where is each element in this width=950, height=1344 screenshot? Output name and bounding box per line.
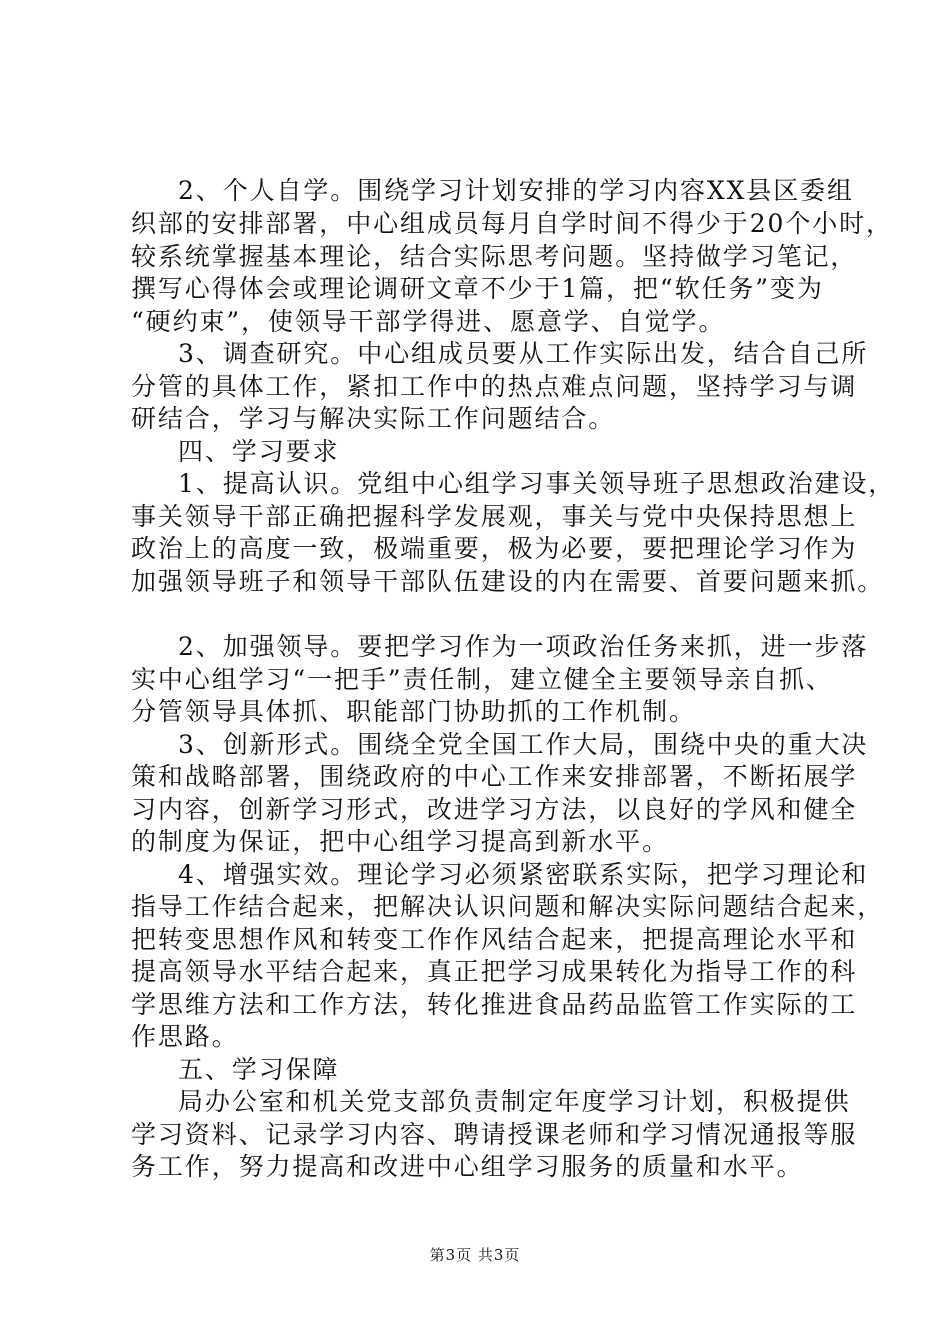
section-heading: 五、学习保障 (178, 1055, 340, 1084)
text-line: 织部的安排部署，中心组成员每月自学时间不得少于20个小时， (131, 209, 893, 238)
text-line: 指导工作结合起来，把解决认识问题和解决实际问题结合起来， (131, 892, 885, 921)
page-number: 第3页 共3页 (429, 1246, 521, 1264)
text-line: 3、调查研究。中心组成员要从工作实际出发，结合自己所 (178, 339, 869, 368)
text-line: 分管的具体工作，紧扣工作中的热点难点问题，坚持学习与调 (131, 372, 858, 401)
text-line: 较系统掌握基本理论，结合实际思考问题。坚持做学习笔记， (131, 242, 858, 271)
text-line: 作思路。 (131, 1022, 239, 1051)
text-line: 3、创新形式。围绕全党全国工作大局，围绕中央的重大决 (178, 730, 869, 759)
text-line: 实中心组学习“一把手”责任制，建立健全主要领导亲自抓、 (131, 665, 833, 694)
section-heading: 四、学习要求 (178, 437, 340, 466)
text-line: 分管领导具体抓、职能部门协助抓的工作机制。 (131, 697, 696, 726)
text-line: 撰写心得体会或理论调研文章不少于1篇，把“软任务”变为 (131, 274, 824, 303)
text-line: 研结合，学习与解决实际工作问题结合。 (131, 404, 616, 433)
text-line: 学思维方法和工作方法，转化推进食品药品监管工作实际的工 (131, 990, 858, 1019)
text-line: 习内容，创新学习形式，改进学习方法，以良好的学风和健全 (131, 795, 858, 824)
text-line: 2、加强领导。要把学习作为一项政治任务来抓，进一步落 (178, 632, 869, 661)
text-line: 政治上的高度一致，极端重要，极为必要，要把理论学习作为 (131, 534, 858, 563)
text-line: 策和战略部署，围绕政府的中心工作来安排部署，不断拓展学 (131, 762, 858, 791)
text-line: 4、增强实效。理论学习必须紧密联系实际，把学习理论和 (178, 860, 869, 889)
text-line: 务工作，努力提高和改进中心组学习服务的质量和水平。 (131, 1152, 804, 1181)
text-line: 局办公室和机关党支部负责制定年度学习计划，积极提供 (178, 1087, 851, 1116)
text-line: 2、个人自学。围绕学习计划安排的学习内容XX县区委组 (178, 176, 854, 205)
text-line: “硬约束”，使领导干部学得进、愿意学、自觉学。 (131, 307, 726, 336)
text-line: 加强领导班子和领导干部队伍建设的内在需要、首要问题来抓。 (131, 567, 885, 596)
text-line: 事关领导干部正确把握科学发展观，事关与党中央保持思想上 (131, 502, 858, 531)
text-line: 1、提高认识。党组中心组学习事关领导班子思想政治建设， (178, 469, 896, 498)
text-line: 的制度为保证，把中心组学习提高到新水平。 (131, 827, 670, 856)
text-line: 学习资料、记录学习内容、聘请授课老师和学习情况通报等服 (131, 1120, 858, 1149)
text-line: 把转变思想作风和转变工作作风结合起来，把提高理论水平和 (131, 925, 858, 954)
text-line: 提高领导水平结合起来，真正把学习成果转化为指导工作的科 (131, 957, 858, 986)
